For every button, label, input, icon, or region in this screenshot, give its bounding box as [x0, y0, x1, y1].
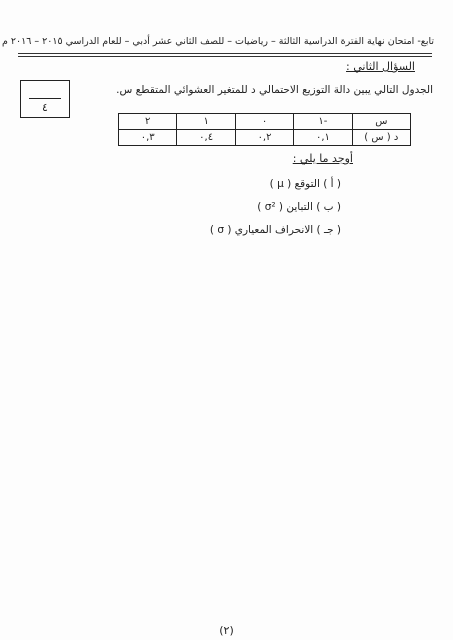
distribution-table — [118, 113, 411, 146]
grade-value: ٤ — [42, 101, 48, 114]
header-rule — [18, 53, 432, 54]
page-header: تابع- امتحان نهاية الفترة الدراسية الثالثة – رياضيات – للصف الثاني عشر أدبي – للعام الدراسي ٢٠١٥ – ٢٠١٦ م — [2, 36, 434, 47]
table-cell: ٠,١ — [294, 130, 352, 146]
find-title: أوجد ما يلي : — [292, 152, 353, 165]
table-cell: ٢ — [119, 114, 177, 130]
table-cell: ١ — [177, 114, 235, 130]
find-item-expectation: ( أ ) التوقع ( μ ) — [269, 178, 341, 190]
grade-box — [20, 80, 70, 118]
header-rule-double — [18, 56, 432, 57]
page-number: (٢) — [219, 624, 234, 637]
question-intro: الجدول التالي يبين دالة التوزيع الاحتمالي د للمتغير العشوائي المتقطع س. — [116, 84, 433, 96]
find-item-std-deviation: ( جـ ) الانحراف المعياري ( σ ) — [209, 224, 341, 236]
grade-line — [29, 98, 61, 99]
table-cell: -١ — [294, 114, 352, 130]
question-title: السؤال الثاني : — [346, 60, 415, 73]
table-cell: ٠ — [235, 114, 293, 130]
table-row — [119, 130, 411, 146]
find-item-variance: ( ب ) التباين ( σ² ) — [257, 201, 341, 213]
table-row — [119, 114, 411, 130]
table-cell: س — [352, 114, 410, 130]
table-cell: ٠,٣ — [119, 130, 177, 146]
table-cell: د ( س ) — [352, 130, 410, 146]
table-cell: ٠,٤ — [177, 130, 235, 146]
table-cell: ٠,٢ — [235, 130, 293, 146]
